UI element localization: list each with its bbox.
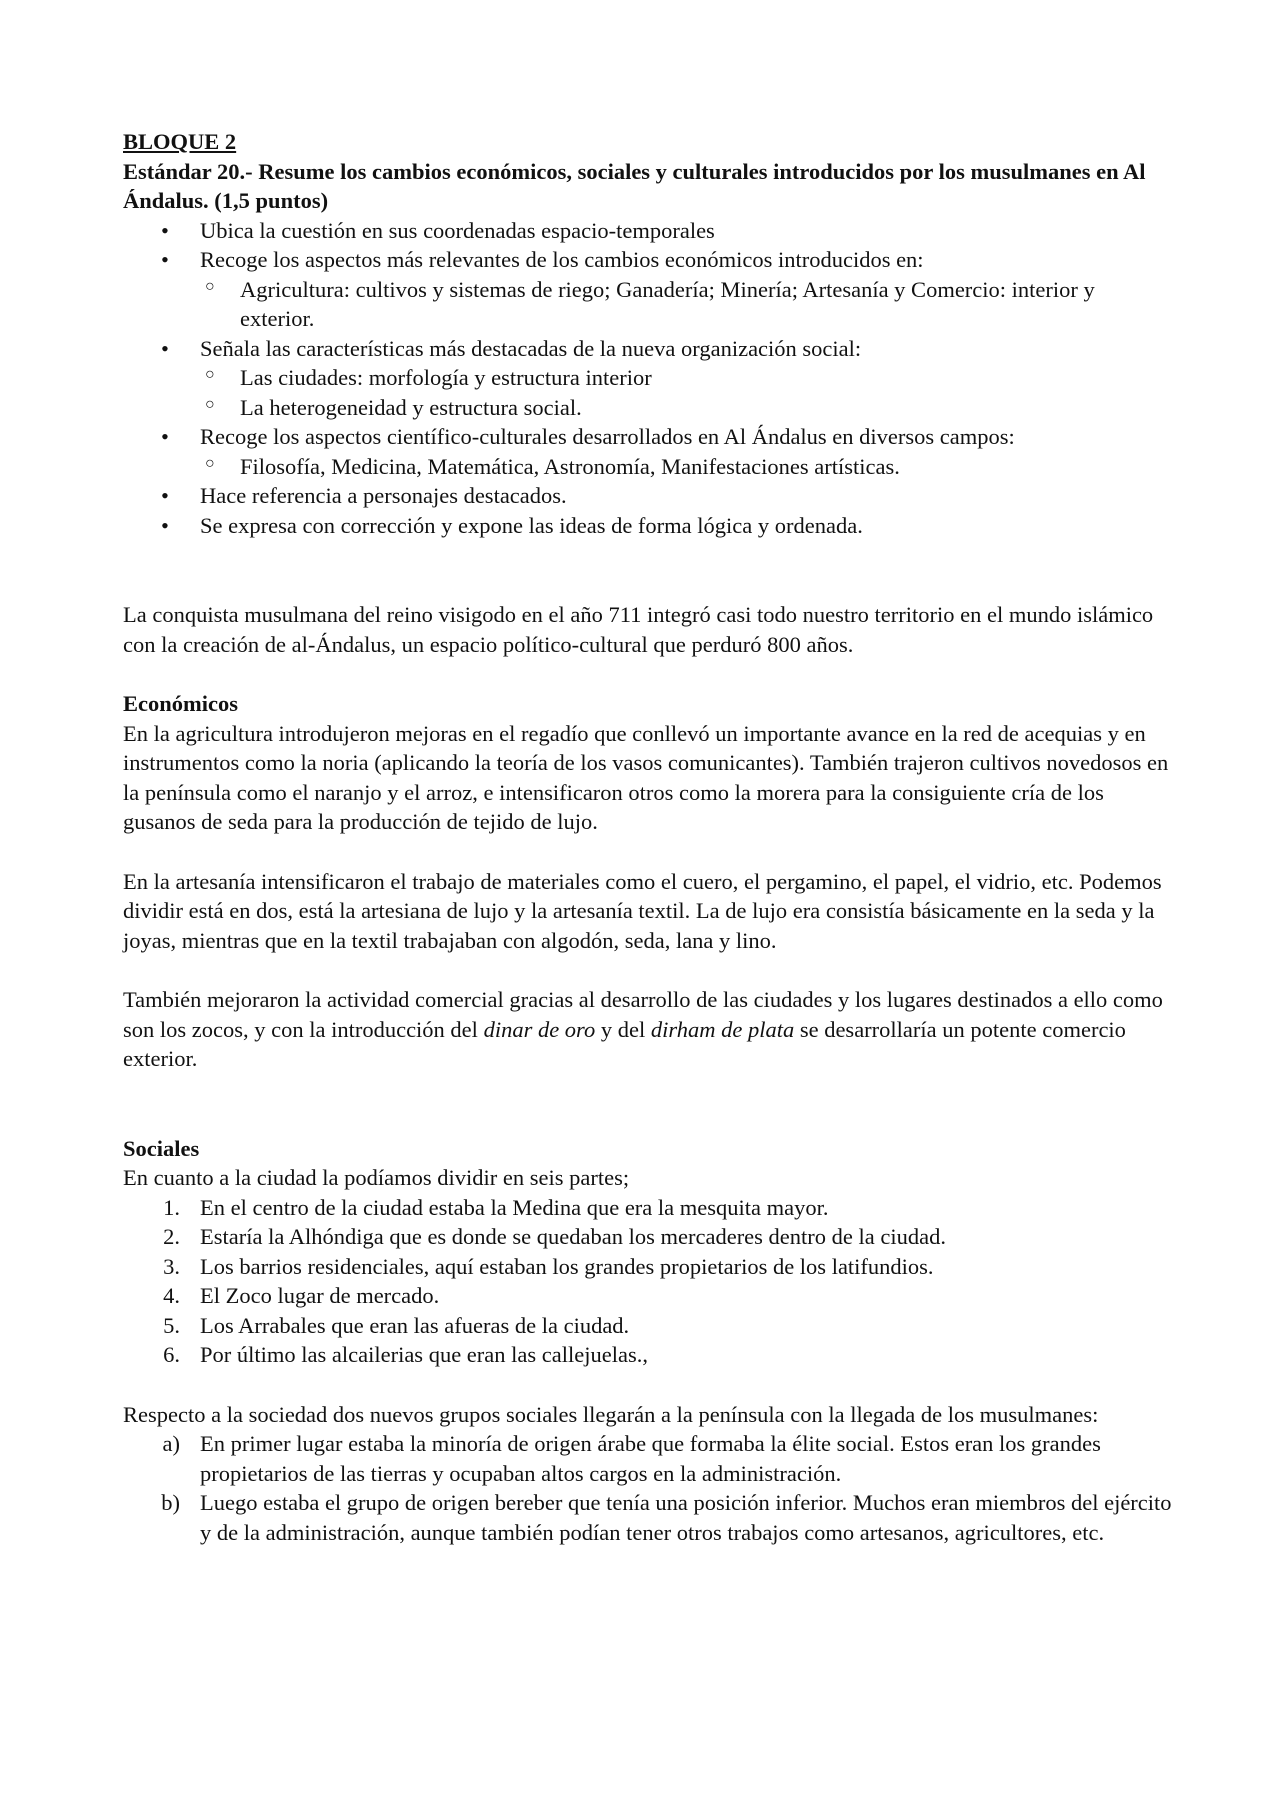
sociales-heading: Sociales	[123, 1135, 200, 1161]
criteria-subitem-text: La heterogeneidad y estructura social.	[240, 394, 582, 420]
list-item-text: Por último las alcailerias que eran las callejuelas.,	[200, 1342, 648, 1367]
list-item-text: Los Arrabales que eran las afueras de la ciudad.	[200, 1312, 630, 1338]
list-item-text: Luego estaba el grupo de origen bereber que tenía una posición inferior. Muchos eran miembros del ejército y de la administración, aunque también podían tener otros trabajos como artesanos, agricultores, etc.	[200, 1490, 1172, 1545]
dinar-term: dinar de oro	[483, 1016, 596, 1042]
economicos-paragraph-commerce	[123, 985, 1173, 1074]
list-item-text: Los barrios residenciales, aquí estaban los grandes propietarios de los latifundios.	[200, 1253, 934, 1279]
criteria-subitem-text: Las ciudades: morfología y estructura interior	[240, 365, 652, 390]
circle-bullet-icon: ○	[205, 277, 215, 295]
society-intro: Respecto a la sociedad dos nuevos grupos sociales llegarán a la península con la llegada de los musulmanes:	[123, 1401, 1099, 1427]
bullet-icon: •	[161, 424, 169, 449]
bullet-icon: •	[161, 335, 169, 361]
criteria-list	[123, 216, 1173, 541]
circle-bullet-icon: ○	[205, 395, 215, 413]
bullet-icon: •	[161, 247, 169, 272]
standard-heading: Estándar 20.- Resume los cambios económicos, sociales y culturales introducidos por los musulmanes en Al Ándalus. (1,5 puntos)	[123, 158, 1146, 213]
economicos-paragraph-agriculture: En la agricultura introdujeron mejoras en el regadío que conllevó un importante avance en la red de acequias y en instrumentos como la noria (aplicando la teoría de los vasos comunicantes). También trajeron cultivos novedosos en la península como el naranjo y el arroz, e intensificaron otros como la morera para la consiguiente cría de los gusanos de seda para la producción de tejido de lujo.	[123, 720, 1169, 834]
criteria-item	[123, 511, 1173, 541]
list-letter: a)	[162, 1431, 180, 1456]
criteria-item-text: Ubica la cuestión en sus coordenadas espacio-temporales	[200, 217, 715, 243]
list-item	[123, 1222, 1173, 1252]
list-item	[123, 1252, 1173, 1282]
criteria-item-text: Recoge los aspectos más relevantes de los cambios económicos introducidos en:	[200, 247, 924, 272]
block-heading: BLOQUE 2	[123, 129, 237, 154]
economicos-paragraph-crafts: En la artesanía intensificaron el trabajo de materiales como el cuero, el pergamino, el papel, el vidrio, etc. Podemos dividir está en dos, está la artesiana de lujo y la artesanía textil. La de lujo era consistía básicamente en la seda y la joyas, mientras que en la textil trabajaban con algodón, seda, lana y lino.	[123, 868, 1162, 953]
sociales-city-intro: En cuanto a la ciudad la podíamos dividir en seis partes;	[123, 1165, 630, 1190]
list-item	[123, 1193, 1173, 1223]
list-item	[123, 1488, 1173, 1547]
criteria-item-text: Se expresa con corrección y expone las ideas de forma lógica y ordenada.	[200, 512, 863, 538]
criteria-item	[123, 422, 1173, 452]
list-item	[123, 1340, 1173, 1370]
commerce-text-middle: y del	[595, 1016, 651, 1042]
list-number: 5.	[163, 1312, 180, 1338]
document-page	[123, 127, 1173, 1547]
dirham-term: dirham de plata	[650, 1016, 795, 1042]
list-number: 1.	[163, 1194, 180, 1220]
bullet-icon: •	[161, 217, 169, 243]
list-item	[123, 1311, 1173, 1341]
criteria-subitem	[123, 275, 1173, 334]
circle-bullet-icon: ○	[205, 366, 215, 383]
commerce-text-after: se desarrollaría un potente comercio exterior.	[123, 1016, 1126, 1071]
criteria-item-text: Hace referencia a personajes destacados.	[200, 483, 567, 508]
criteria-subitem	[123, 452, 1173, 482]
criteria-subitem-text: Agricultura: cultivos y sistemas de riego; Ganadería; Minería; Artesanía y Comercio: interior y exterior.	[240, 276, 1095, 331]
list-item	[123, 1429, 1173, 1488]
criteria-subitem	[123, 393, 1173, 423]
bullet-icon: •	[161, 512, 169, 538]
list-item-text: Estaría la Alhóndiga que es donde se quedaban los mercaderes dentro de la ciudad.	[200, 1224, 946, 1249]
list-number: 2.	[163, 1224, 180, 1249]
bullet-icon: •	[161, 483, 169, 508]
list-letter: b)	[161, 1490, 180, 1515]
criteria-subitem-text: Filosofía, Medicina, Matemática, Astronomía, Manifestaciones artísticas.	[240, 453, 900, 479]
commerce-text-before: También mejoraron la actividad comercial gracias al desarrollo de las ciudades y los lugares destinados a ello como son los zocos, y con la introducción del	[123, 987, 1163, 1042]
list-item-text: En primer lugar estaba la minoría de origen árabe que formaba la élite social. Estos eran los grandes propietarios de las tierras y ocupaban altos cargos en la administración.	[200, 1431, 1101, 1486]
social-groups-list	[123, 1429, 1173, 1547]
list-number: 6.	[163, 1342, 180, 1367]
list-number: 4.	[163, 1283, 180, 1308]
list-item-text: En el centro de la ciudad estaba la Medina que era la mesquita mayor.	[200, 1194, 829, 1220]
list-number: 3.	[163, 1253, 180, 1279]
criteria-item	[123, 216, 1173, 246]
criteria-item	[123, 334, 1173, 364]
intro-paragraph: La conquista musulmana del reino visigodo en el año 711 integró casi todo nuestro territorio en el mundo islámico con la creación de al-Ándalus, un espacio político-cultural que perduró 800 años.	[123, 602, 1154, 657]
criteria-item	[123, 481, 1173, 511]
city-parts-list	[123, 1193, 1173, 1370]
criteria-item	[123, 245, 1173, 275]
list-item	[123, 1281, 1173, 1311]
circle-bullet-icon: ○	[205, 454, 215, 472]
criteria-item-text: Señala las características más destacadas de la nueva organización social:	[200, 335, 862, 361]
list-item-text: El Zoco lugar de mercado.	[200, 1283, 440, 1308]
criteria-item-text: Recoge los aspectos científico-culturales desarrollados en Al Ándalus en diversos campos:	[200, 424, 1015, 449]
economicos-heading: Económicos	[123, 691, 238, 716]
criteria-subitem	[123, 363, 1173, 393]
